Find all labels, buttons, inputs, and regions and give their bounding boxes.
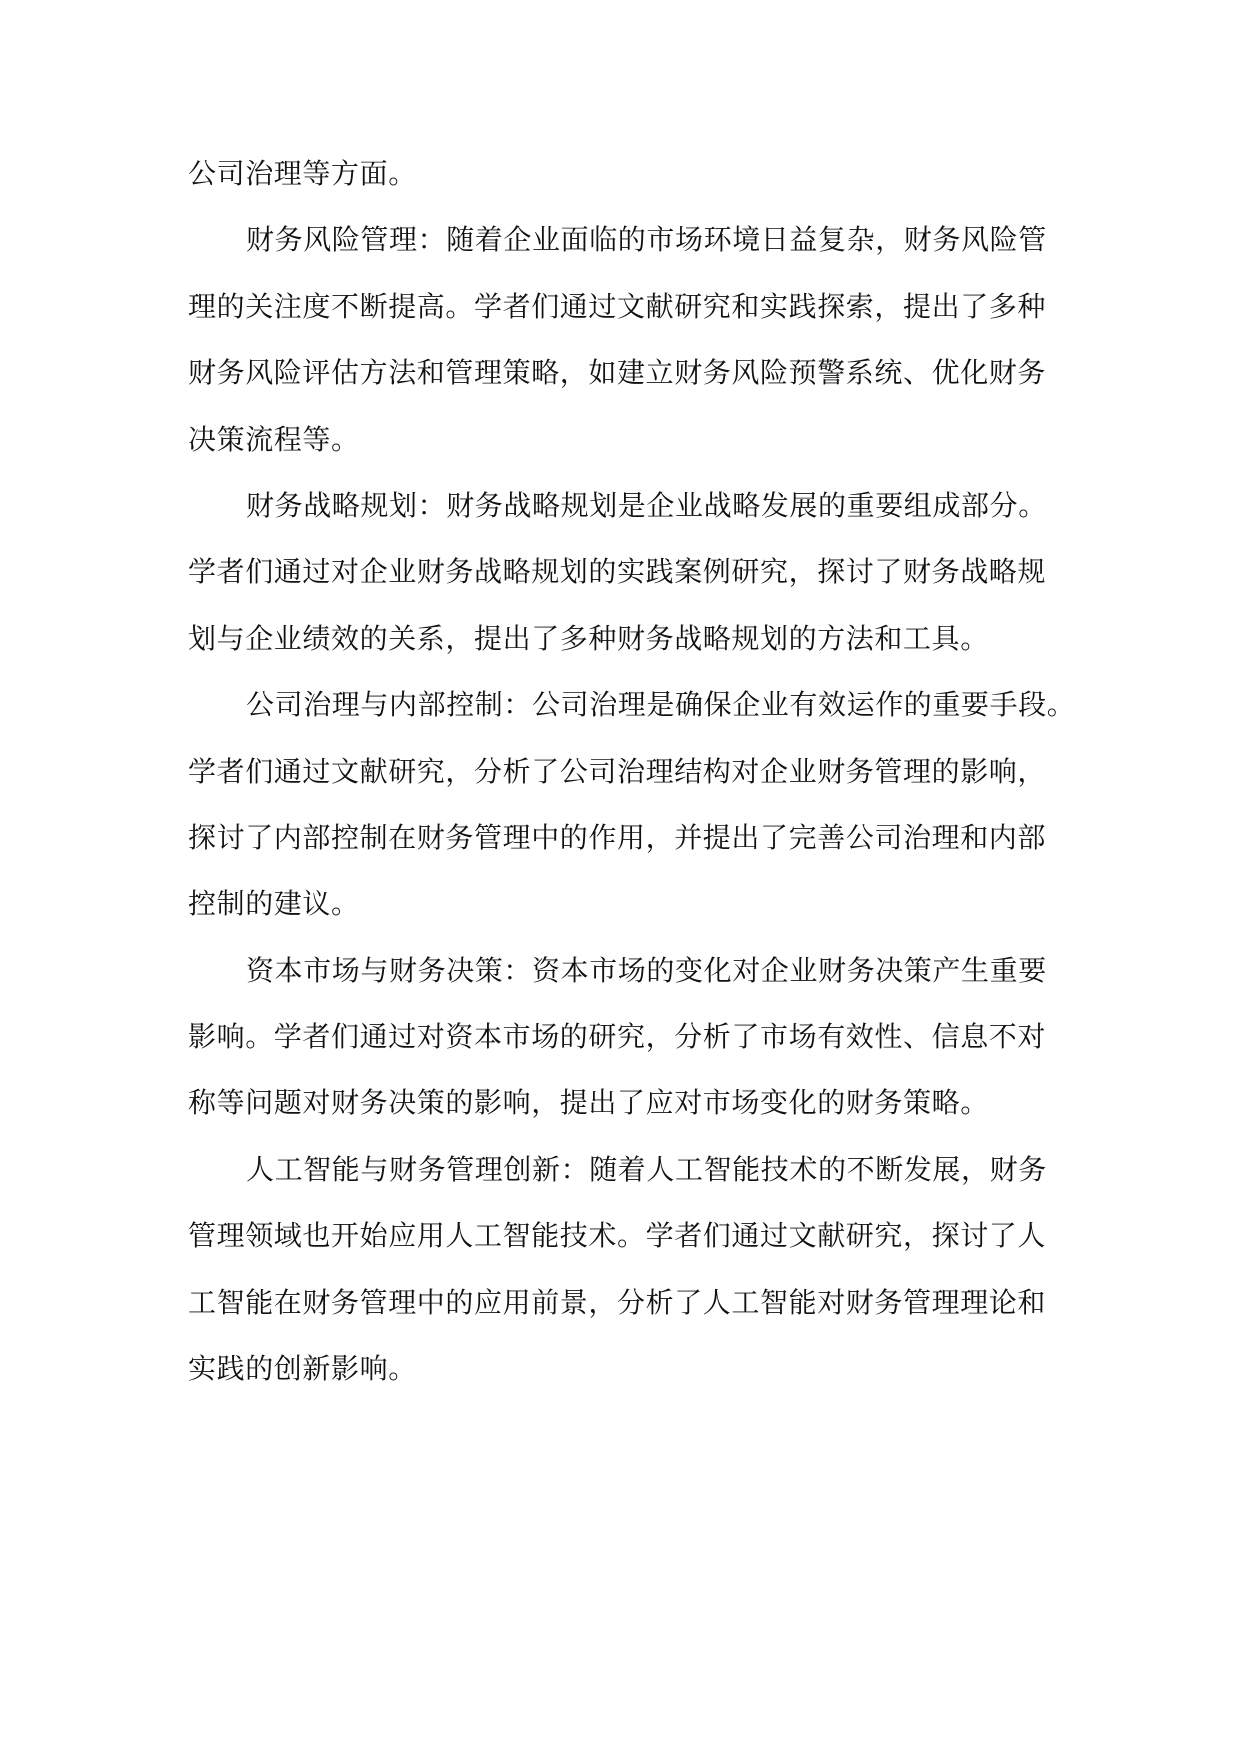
text-line: 管理领域也开始应用人工智能技术。学者们通过文献研究，探讨了人	[188, 1219, 1047, 1253]
text-line: 影响。学者们通过对资本市场的研究，分析了市场有效性、信息不对	[188, 1020, 1047, 1054]
text-line: 财务风险管理：随着企业面临的市场环境日益复杂，财务风险管	[246, 223, 1047, 257]
text-line: 划与企业绩效的关系，提出了多种财务战略规划的方法和工具。	[188, 621, 989, 655]
paragraph-ai-financial-innovation	[188, 1137, 1068, 1403]
text-line: 决策流程等。	[188, 422, 360, 456]
text-line: 公司治理等方面。	[188, 157, 417, 190]
text-line: 财务风险评估方法和管理策略，如建立财务风险预警系统、优化财务	[188, 356, 1047, 390]
text-line: 控制的建议。	[188, 887, 360, 921]
text-line: 称等问题对财务决策的影响，提出了应对市场变化的财务策略。	[188, 1086, 989, 1120]
text-line: 探讨了内部控制在财务管理中的作用，并提出了完善公司治理和内部	[188, 820, 1047, 854]
text-line: 理的关注度不断提高。学者们通过文献研究和实践探索，提出了多种	[188, 289, 1047, 323]
text-line: 工智能在财务管理中的应用前景，分析了人工智能对财务管理理论和	[188, 1285, 1047, 1319]
text-line: 公司治理与内部控制：公司治理是确保企业有效运作的重要手段。	[246, 688, 1076, 722]
paragraph-financial-strategy-planning	[188, 473, 1068, 672]
text-line: 学者们通过文献研究，分析了公司治理结构对企业财务管理的影响，	[188, 754, 1047, 788]
text-line: 学者们通过对企业财务战略规划的实践案例研究，探讨了财务战略规	[188, 555, 1047, 589]
paragraph-financial-risk-management	[188, 207, 1068, 473]
text-line: 人工智能与财务管理创新：随着人工智能技术的不断发展，财务	[246, 1152, 1047, 1186]
body-text	[188, 141, 1076, 1402]
text-line: 财务战略规划：财务战略规划是企业战略发展的重要组成部分。	[246, 488, 1047, 522]
text-line: 资本市场与财务决策：资本市场的变化对企业财务决策产生重要	[246, 953, 1047, 987]
paragraph-capital-market-decisions	[188, 938, 1068, 1137]
paragraph-company-governance-tail	[188, 141, 1068, 207]
text-line: 实践的创新影响。	[188, 1352, 417, 1386]
paragraph-governance-internal-control	[188, 672, 1076, 938]
